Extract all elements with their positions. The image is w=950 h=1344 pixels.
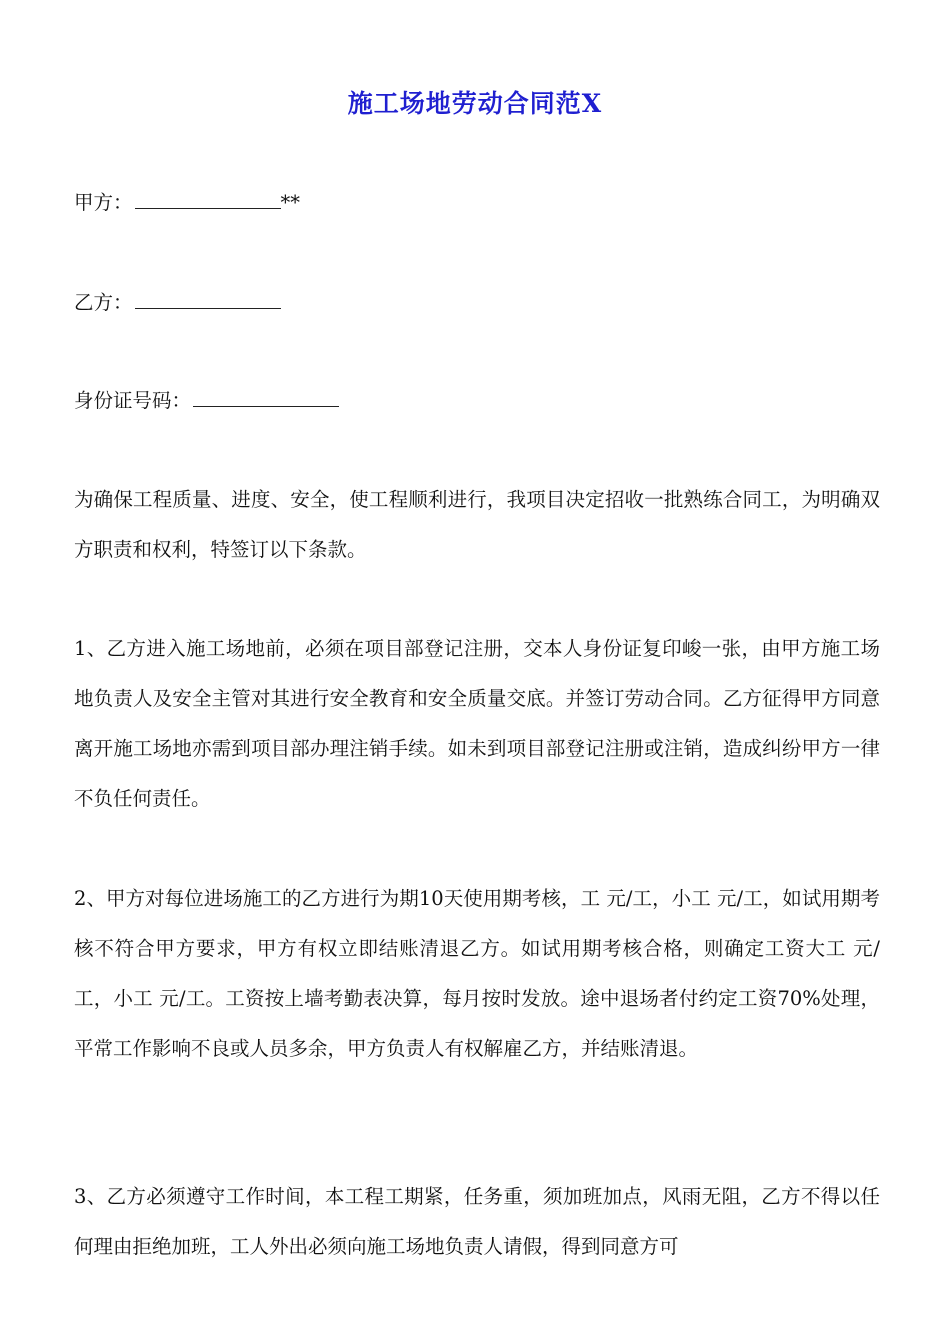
party-a-field (74, 188, 300, 218)
clause-1-paragraph: 1、乙方进入施工场地前，必须在项目部登记注册，交本人身份证复印峻一张，由甲方施工场地负责人及安全主管对其进行安全教育和安全质量交底。并签订劳动合同。乙方征得甲方同意离开施工场地亦需到项目部办理注销手续。如未到项目部登记注册或注销，造成纠纷甲方一律不负任何责任。 (74, 637, 880, 810)
party-b-field (74, 288, 281, 318)
clause-2-paragraph: 2、甲方对每位进场施工的乙方进行为期10天使用期考核，工 元/工，小工 元/工，如试用期考核不符合甲方要求，甲方有权立即结账清退乙方。如试用期考核合格，则确定工资大工 元/工，小工 元/工。工资按上墙考勤表决算，每月按时发放。途中退场者付约定工资70%处理，平常工作影响不良或人员多余，甲方负责人有权解雇乙方，并结账清退。 (74, 887, 880, 1060)
intro-paragraph: 为确保工程质量、进度、安全，使工程顺利进行，我项目决定招收一批熟练合同工，为明确双方职责和权利，特签订以下条款。 (74, 488, 880, 561)
id-number-field (74, 386, 339, 416)
id-number-blank-line (193, 386, 339, 407)
party-b-label: 乙方： (74, 291, 133, 314)
party-a-suffix: ** (280, 191, 301, 214)
id-number-label: 身份证号码： (74, 389, 192, 412)
clause-3-paragraph: 3、乙方必须遵守工作时间，本工程工期紧，任务重，须加班加点，风雨无阻，乙方不得以任何理由拒绝加班，工人外出必须向施工场地负责人请假，得到同意方可 (74, 1185, 880, 1258)
party-a-blank-line (135, 188, 281, 209)
party-b-blank-line (135, 288, 281, 309)
document-title: 施工场地劳动合同范X (347, 89, 603, 118)
party-a-label: 甲方： (74, 191, 133, 214)
